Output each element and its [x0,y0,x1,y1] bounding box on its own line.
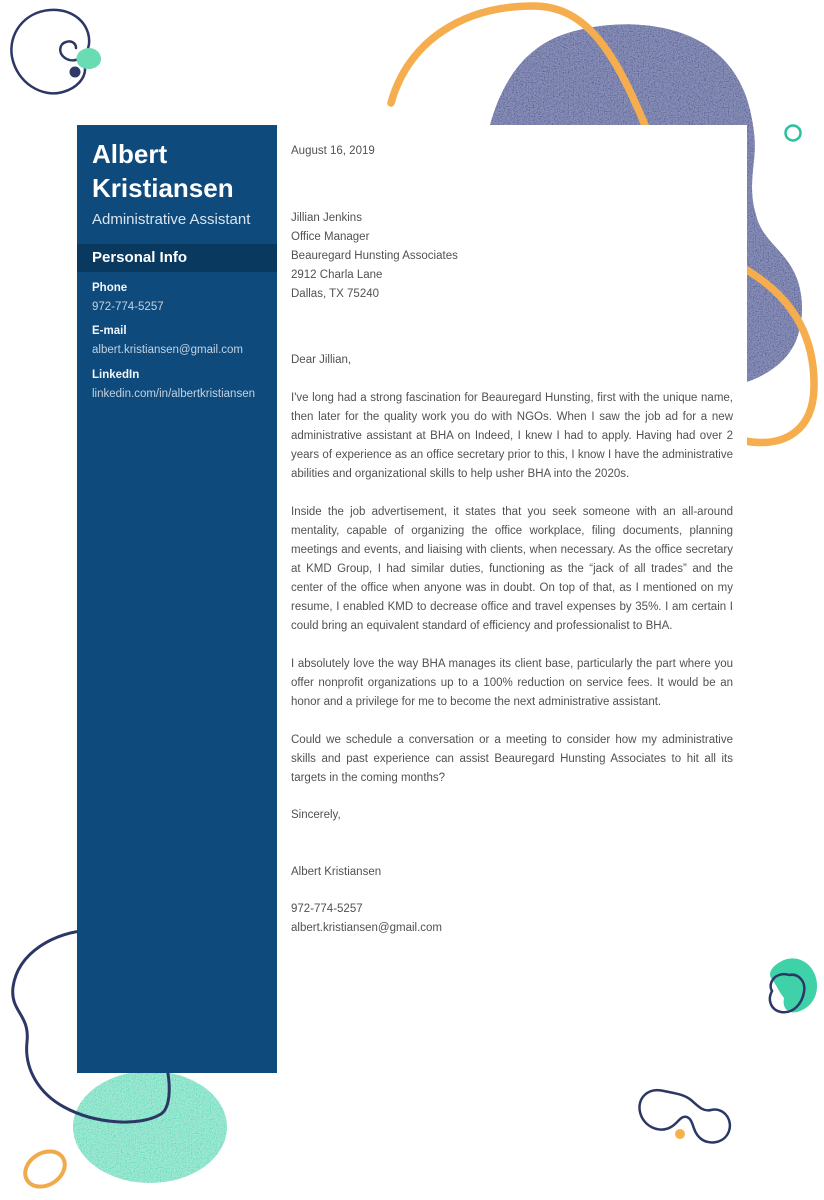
paragraph-4: Could we schedule a conversation or a meeting to consider how my administrative skills and past experience can assist Beauregard Hunsting Associates to hit all its targets in the coming months? [291,734,733,784]
email-label: E-mail [92,325,127,337]
decor-bottomright-teal-blob [770,958,817,1012]
paragraph-3: I absolutely love the way BHA manages its client base, particularly the part where you offer nonprofit organizations up to a 100% reduction on service fees. It would be an honor and a privilege for me to become the next administrative assistant. [291,658,733,708]
personal-info-header-label: Personal Info [92,249,188,266]
linkedin-label: LinkedIn [92,369,140,381]
decor-bottomright-yellow-dot [675,1129,685,1139]
phone-value: 972-774-5257 [92,301,164,313]
decor-topleft-teal-blob [76,48,101,69]
decor-bottomleft-teal-circle [73,1071,227,1183]
closing: Sincerely, [291,809,341,821]
letter-date: August 16, 2019 [291,145,375,157]
phone-label: Phone [92,282,128,294]
personal-info-header [77,244,277,272]
signature-name: Albert Kristiansen [291,866,382,878]
contact-block [291,900,733,938]
decor-bottomleft-yellow-egg-outline [19,1144,72,1193]
paragraph-1: I've long had a strong fascination for Beauregard Hunsting, first with the unique name, then later for the quality work you do with NGOs. When I saw the job ad for a new administrative assistant at BHA on Indeed, I knew I had to apply. Having had over 2 years of experience as an office secretary prior to this, I know I have the administrative abilities and organizational skills to help usher BHA into the 2020s. [291,392,733,480]
candidate-title: Administrative Assistant [92,211,251,228]
email-value: albert.kristiansen@gmail.com [92,344,244,356]
recipient-street: 2912 Charla Lane [291,269,383,281]
paragraph-2: Inside the job advertisement, it states that you seek someone with an all-around mentality, capable of organizing the office workplace, filing documents, planning meetings and events, and liaising with clients, when necessary. As the office secretary at KMD Group, I had similar duties, functioning as the “jack of all trades” and the center of the office when anyone was in doubt. On top of that, as I mentioned on my resume, I enabled KMD to decrease office and travel expenses by 35%. I am certain I could bring an equivalent standard of efficiency and professionalist to BHA. [291,506,733,632]
decor-teal-ring [786,126,801,141]
salutation: Dear Jillian, [291,354,352,366]
linkedin-value: linkedin.com/in/albertkristiansen [92,388,255,400]
recipient-block [291,209,733,304]
sidebar-field-linkedin [92,368,272,402]
letter-page [77,125,747,1073]
decor-topleft-navy-dot [70,67,81,78]
contact-phone: 972-774-5257 [291,903,363,915]
sidebar [77,125,277,1073]
sidebar-field-email [92,324,272,358]
recipient-name: Jillian Jenkins [291,212,362,224]
recipient-city: Dallas, TX 75240 [291,288,380,300]
recipient-company: Beauregard Hunsting Associates [291,250,458,262]
candidate-name: Albert Kristiansen [92,139,234,203]
sidebar-field-phone [92,281,272,315]
decor-topleft-paisley-outline [11,10,89,93]
contact-email: albert.kristiansen@gmail.com [291,922,443,934]
recipient-role: Office Manager [291,231,370,243]
